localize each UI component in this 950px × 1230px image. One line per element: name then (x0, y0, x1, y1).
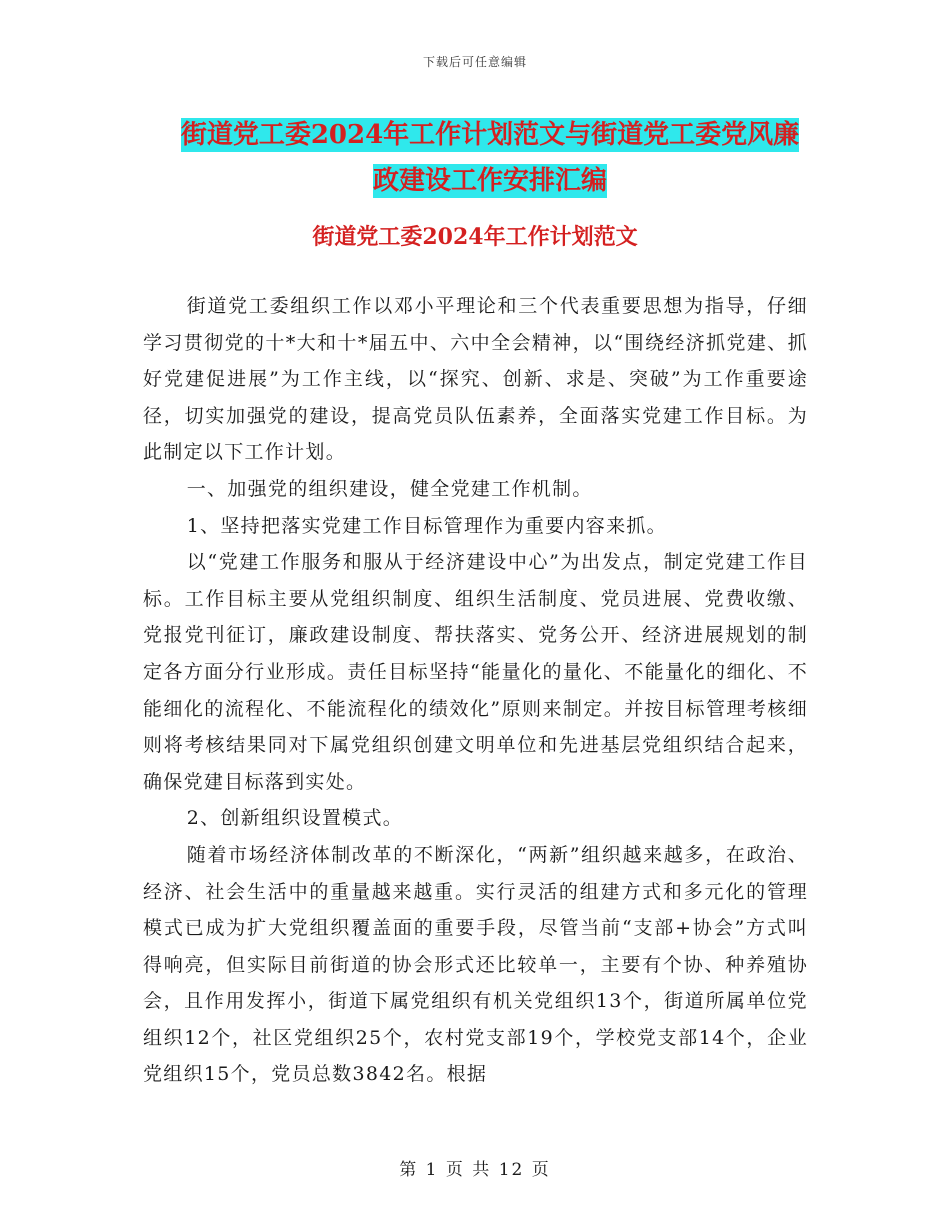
section-title: 街道党工委2024年工作计划范文 (312, 224, 638, 250)
paragraph: 以“党建工作服务和服从于经济建设中心”为出发点，制定党建工作目标。工作目标主要从党组织制度、组织生活制度、党员进展、党费收缴、党报党刊征订，廉政建设制度、帮扶落实、党务公开、经济进展规划的制定各方面分行业形成。责任目标坚持“能量化的量化、不能量化的细化、不能细化的流程化、不能流程化的绩效化”原则来制定。并按目标管理考核细则将考核结果同对下属党组织创建文明单位和先进基层党组织结合起来，确保党建目标落到实处。 (143, 551, 808, 793)
paragraph: 街道党工委组织工作以邓小平理论和三个代表重要思想为指导，仔细学习贯彻党的十*大和十*届五中、六中全会精神，以“围绕经济抓党建、抓好党建促进展”为工作主线，以“探究、创新、求是、突破”为工作重要途径，切实加强党的建设，提高党员队伍素养，全面落实党建工作目标。为此制定以下工作计划。 (143, 295, 808, 464)
header-note: 下载后可任意编辑 (422, 55, 527, 69)
paragraph: 随着市场经济体制改革的不断深化，“两新”组织越来越多，在政治、经济、社会生活中的重量越来越重。实行灵活的组建方式和多元化的管理模式已成为扩大党组织覆盖面的重要手段，尽管当前“支部+协会”方式叫得响亮，但实际目前街道的协会形式还比较单一，主要有个协、种养殖协会，且作用发挥小，街道下属党组织有机关党组织13个，街道所属单位党组织12个，社区党组织25个，农村党支部19个，学校党支部14个，企业党组织15个，党员总数3842名。根据 (143, 843, 808, 1086)
document-title (140, 112, 840, 204)
paragraph: 1、坚持把落实党建工作目标管理作为重要内容来抓。 (186, 514, 667, 537)
document-body (143, 288, 808, 1093)
paragraph: 一、加强党的组织建设，健全党建工作机制。 (186, 477, 593, 500)
paragraph: 2、创新组织设置模式。 (186, 807, 404, 830)
page-number-footer: 第 1 页 共 12 页 (399, 1160, 551, 1180)
document-title-line-1: 街道党工委2024年工作计划范文与街道党工委党风廉 (180, 120, 800, 150)
document-title-line-2: 政建设工作安排汇编 (372, 166, 607, 196)
